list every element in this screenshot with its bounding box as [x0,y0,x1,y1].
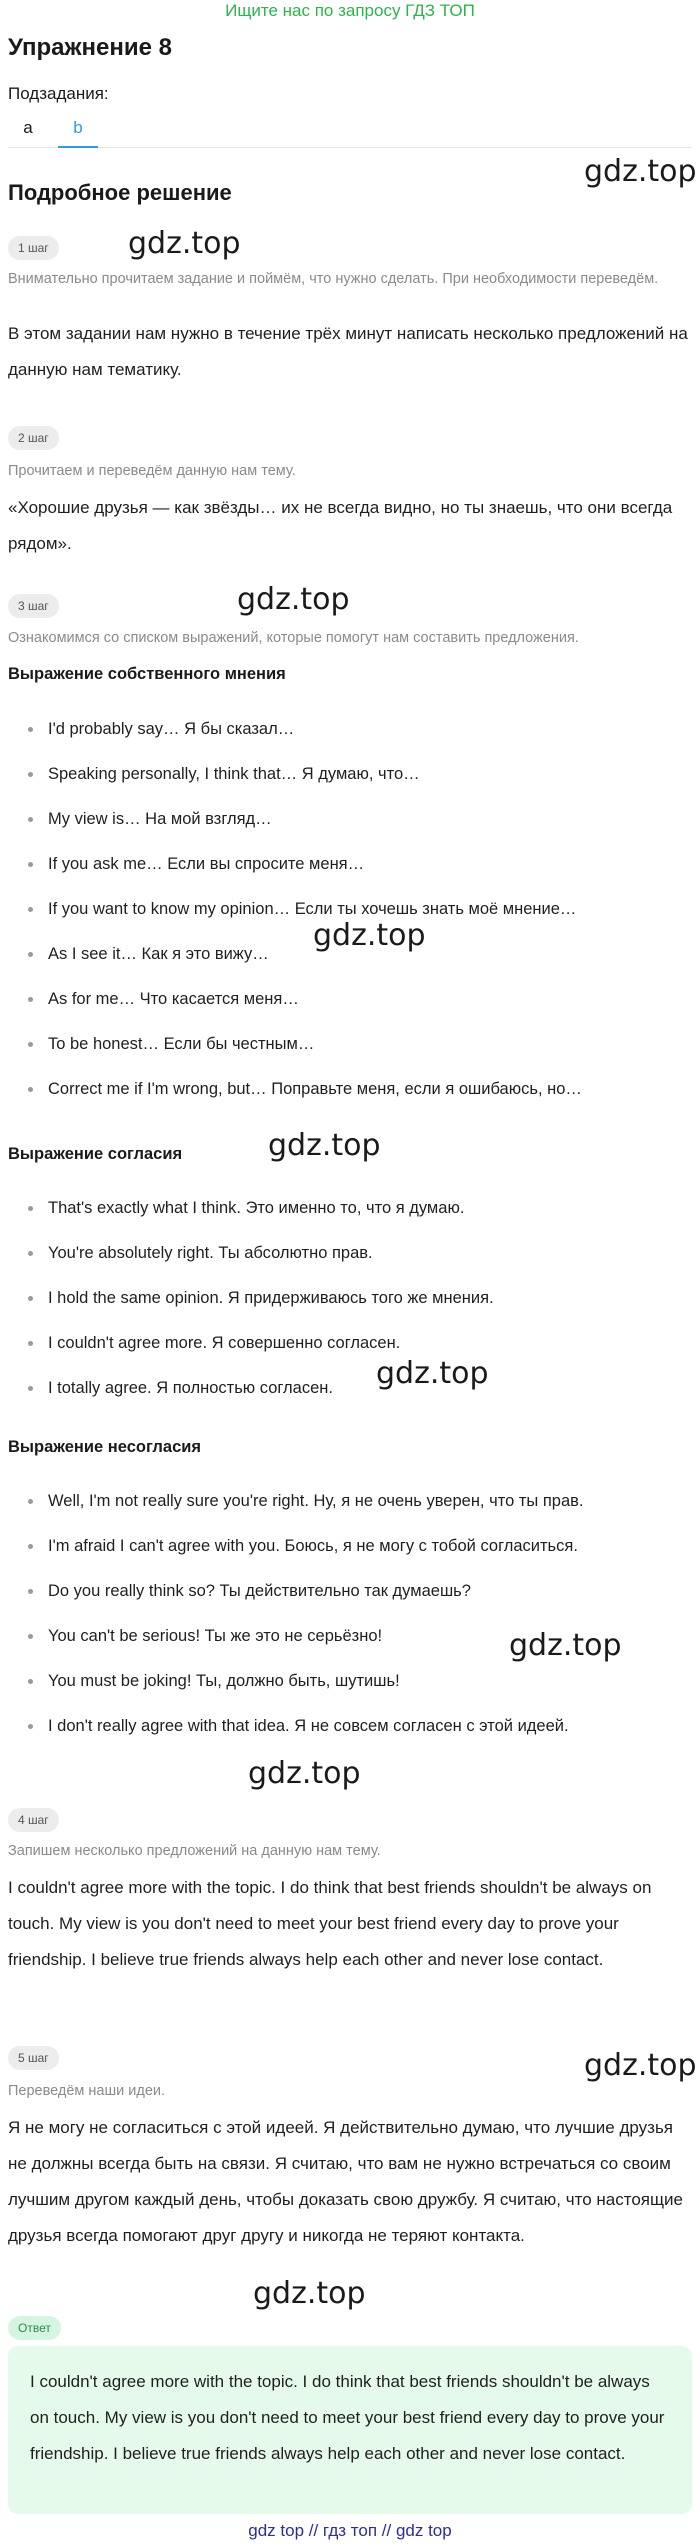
watermark: gdz.top [313,918,426,953]
tab-b[interactable]: b [58,114,98,148]
section-title: Подробное решение [8,180,232,205]
list-item: Correct me if I'm wrong, but… Поправьте меня, если я ошибаюсь, но… [8,1067,692,1112]
watermark: gdz.top [237,582,350,617]
agree-heading: Выражение согласия [8,1145,183,1163]
list-item: As I see it… Как я это вижу… [8,932,692,977]
step-1-text: В этом задании нам нужно в течение трёх минут написать несколько предложений на данную нам тематику. [8,324,688,379]
watermark: gdz.top [584,154,697,189]
list-item: Well, I'm not really sure you're right. Ну, я не очень уверен, что ты прав. [8,1479,692,1524]
watermark: gdz.top [268,1128,381,1163]
step-5-badge: 5 шаг [8,2046,59,2070]
step-3-hint: Ознакомимся со списком выражений, которые помогут нам составить предложения. [8,630,579,646]
list-item: My view is… На мой взгляд… [8,797,692,842]
watermark: gdz.top [509,1628,622,1663]
disagree-heading: Выражение несогласия [8,1438,202,1456]
list-item: Do you really think so? Ты действительно так думаешь? [8,1569,692,1614]
watermark: gdz.top [248,1756,361,1791]
subtasks-label: Подзадания: [8,84,109,103]
opinion-list [8,707,692,1112]
list-item: I don't really agree with that idea. Я не совсем согласен с этой идеей. [8,1704,692,1749]
opinion-heading: Выражение собственного мнения [8,665,286,683]
list-item: You're absolutely right. Ты абсолютно прав. [8,1231,692,1276]
disagree-list [8,1479,692,1749]
step-4-badge: 4 шаг [8,1808,59,1832]
list-item: That's exactly what I think. Это именно то, что я думаю. [8,1186,692,1231]
watermark: gdz.top [253,2276,366,2311]
list-item: As for me… Что касается меня… [8,977,692,1022]
step-3-badge: 3 шаг [8,594,59,618]
agree-list [8,1186,692,1411]
list-item: I couldn't agree more. Я совершенно согласен. [8,1321,692,1366]
watermark: gdz.top [376,1356,489,1391]
step-5-hint: Переведём наши идеи. [8,2083,166,2099]
footer-links[interactable]: gdz top // гдз топ // gdz top [248,2521,452,2540]
list-item: I'd probably say… Я бы сказал… [8,707,692,752]
answer-badge: Ответ [8,2316,61,2340]
step-4-text: I couldn't agree more with the topic. I do think that best friends shouldn't be always on touch. My view is you don't need to meet your best friend every day to prove your friendship. I believe true friends always help each other and never lose contact. [8,1878,652,1969]
step-5-text: Я не могу не согласиться с этой идеей. Я действительно думаю, что лучшие друзья не должны всегда быть на связи. Я считаю, что вам не нужно встречаться со своим лучшим другом каждый день, чтобы доказать свою дружбу. Я считаю, что настоящие друзья всегда помогают друг другу и никогда не теряют контакта. [8,2118,683,2245]
step-4-hint: Запишем несколько предложений на данную нам тему. [8,1843,381,1859]
list-item: I hold the same opinion. Я придерживаюсь того же мнения. [8,1276,692,1321]
answer-box: I couldn't agree more with the topic. I do think that best friends shouldn't be always on touch. My view is you don't need to meet your best friend every day to prove your friendship. I believe true friends always help each other and never lose contact. [8,2346,692,2514]
list-item: If you ask me… Если вы спросите меня… [8,842,692,887]
list-item: Speaking personally, I think that… Я думаю, что… [8,752,692,797]
tab-a[interactable]: a [23,118,33,137]
list-item: I'm afraid I can't agree with you. Боюсь, я не могу с тобой согласиться. [8,1524,692,1569]
watermark: gdz.top [584,2048,697,2083]
step-1-hint: Внимательно прочитаем задание и поймём, что нужно сделать. При необходимости переведём. [8,271,659,287]
watermark: gdz.top [128,226,241,261]
step-1-badge: 1 шаг [8,236,59,260]
step-2-badge: 2 шаг [8,426,59,450]
list-item: You must be joking! Ты, должно быть, шутишь! [8,1659,692,1704]
page-title: Упражнение 8 [8,34,172,61]
step-2-hint: Прочитаем и переведём данную нам тему. [8,463,296,479]
list-item: If you want to know my opinion… Если ты хочешь знать моё мнение… [8,887,692,932]
list-item: You can't be serious! Ты же это не серьёзно! [8,1614,692,1659]
list-item: I totally agree. Я полностью согласен. [8,1366,692,1411]
list-item: To be honest… Если бы честным… [8,1022,692,1067]
top-banner[interactable]: Ищите нас по запросу ГДЗ ТОП [225,1,475,20]
step-2-text: «Хорошие друзья — как звёзды… их не всегда видно, но ты знаешь, что они всегда рядом». [8,498,673,553]
subtask-tabs [8,110,692,148]
